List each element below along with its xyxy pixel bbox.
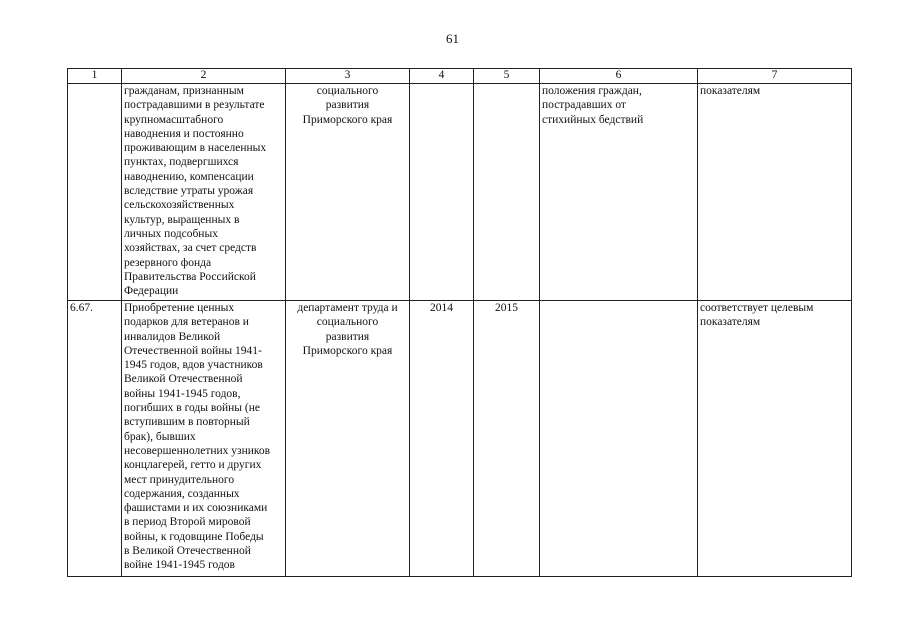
item-number-cell: 6.67.: [68, 301, 122, 577]
result-cell: [540, 301, 698, 577]
status-cell: соответствует целевым показателям: [698, 301, 852, 577]
column-header: 5: [474, 69, 540, 84]
table-row: [68, 301, 852, 577]
column-header: 6: [540, 69, 698, 84]
end-year-cell: 2015: [474, 301, 540, 577]
item-number-cell: [68, 84, 122, 301]
measure-cell: гражданам, признанным пострадавшими в результате крупномасштабного наводнения и постоянно проживающим в населенных пунктах, подвергшихся наводнению, компенсации вследствие утраты урожая сельскохозяйственных культур, выращенных в личных подсобных хозяйствах, за счет средств резервного фонда Правительства Российской Федерации: [122, 84, 286, 301]
end-year-cell: [474, 84, 540, 301]
column-header: 2: [122, 69, 286, 84]
start-year-cell: 2014: [410, 301, 474, 577]
executor-cell: департамент труда и социального развития Приморского края: [286, 301, 410, 577]
measures-table: [67, 68, 852, 577]
table-row: [68, 84, 852, 301]
measure-cell: Приобретение ценных подарков для ветеранов и инвалидов Великой Отечественной войны 1941- 1945 годов, вдов участников Великой Отечественной войны 1941-1945 годов, погибших в годы войны (не вступившим в повторный брак), бывших несовершеннолетних узников концлагерей, гетто и других мест принудительного содержания, созданных фашистами и их союзниками в период Второй мировой войны, к годовщине Победы в Великой Отечественной войне 1941-1945 годов: [122, 301, 286, 577]
page-number: 61: [446, 31, 459, 46]
result-cell: положения граждан, пострадавших от стихийных бедствий: [540, 84, 698, 301]
column-number-row: [68, 69, 852, 84]
column-header: 1: [68, 69, 122, 84]
column-header: 4: [410, 69, 474, 84]
column-header: 3: [286, 69, 410, 84]
column-header: 7: [698, 69, 852, 84]
start-year-cell: [410, 84, 474, 301]
status-cell: показателям: [698, 84, 852, 301]
executor-cell: социального развития Приморского края: [286, 84, 410, 301]
